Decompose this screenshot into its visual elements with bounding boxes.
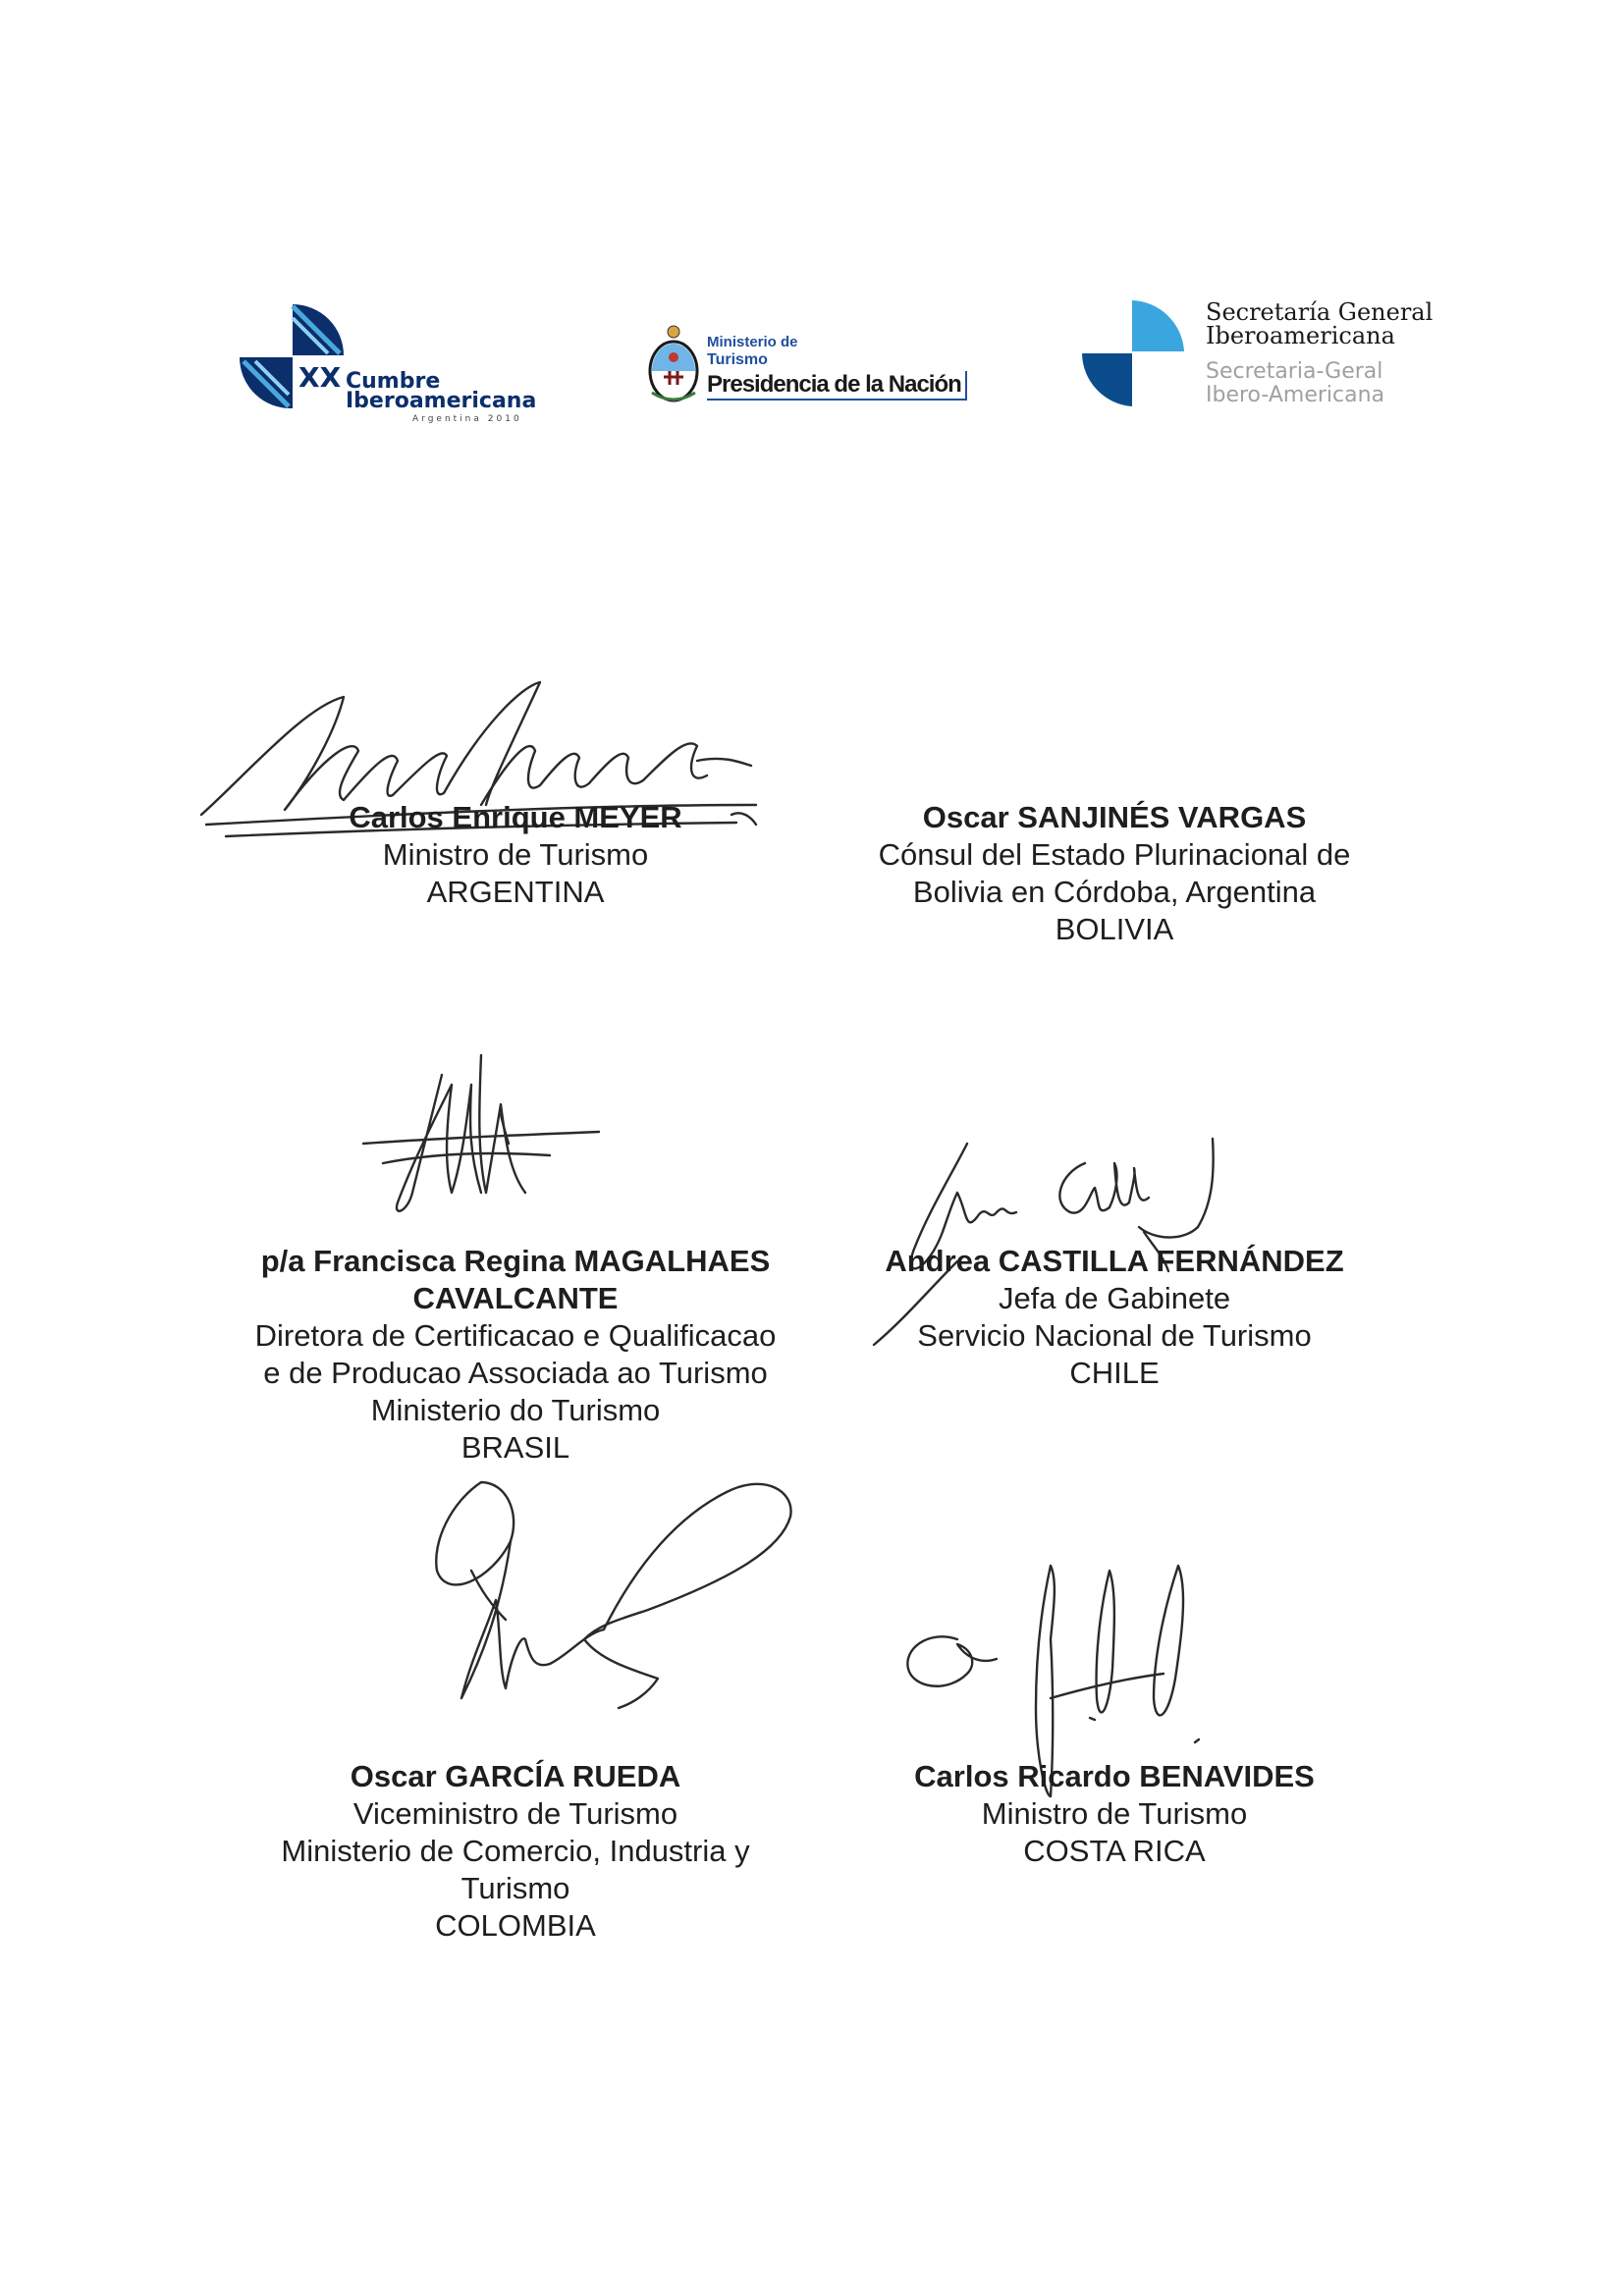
signatory-title: Ministro de Turismo — [382, 837, 649, 872]
signatory-argentina — [270, 799, 761, 911]
signatory-title: Viceministro de Turismo — [352, 1796, 678, 1831]
signatory-name: Andrea CASTILLA FERNÁNDEZ — [885, 1244, 1344, 1278]
cumbre-logo-line3: Iberoamericana — [346, 389, 537, 413]
signatory-country: CHILE — [1069, 1356, 1160, 1390]
ministerio-logo-line1: Ministerio de — [707, 334, 798, 350]
signatory-title: Bolivia en Córdoba, Argentina — [912, 875, 1317, 909]
signatory-country: ARGENTINA — [426, 875, 605, 909]
signatory-title: Servicio Nacional de Turismo — [917, 1318, 1312, 1353]
signatory-brasil — [201, 1243, 830, 1467]
signature-magalhaes — [353, 1045, 609, 1242]
signatory-title: Ministerio do Turismo — [370, 1393, 661, 1427]
signatory-colombia — [221, 1758, 810, 1945]
segib-logo-line4: Ibero-Americana — [1206, 383, 1385, 407]
signatory-title: Diretora de Certificacao e Qualificacao — [254, 1318, 777, 1353]
cumbre-logo-xx: XX — [298, 361, 342, 394]
segib-logo-line2: Iberoamericana — [1206, 322, 1395, 349]
ministerio-logo — [646, 324, 980, 412]
signatory-name: Oscar GARCÍA RUEDA — [350, 1759, 681, 1793]
national-shield-icon — [646, 324, 701, 408]
signatory-title: Jefa de Gabinete — [998, 1281, 1231, 1315]
segib-logo-line1: Secretaría General — [1206, 298, 1434, 326]
cumbre-logo-line2: Cumbre — [346, 369, 441, 394]
signatory-country: COLOMBIA — [435, 1908, 596, 1943]
signatory-title: Ministerio de Comercio, Industria y — [281, 1834, 750, 1868]
signatory-country: BOLIVIA — [1055, 912, 1174, 946]
cumbre-mark-icon — [238, 302, 348, 410]
signatory-costa-rica — [820, 1758, 1409, 1870]
segib-logo — [1080, 294, 1434, 412]
signatory-title: Cónsul del Estado Plurinacional de — [878, 837, 1351, 872]
signatory-country: COSTA RICA — [1023, 1834, 1206, 1868]
ministerio-logo-line2: Turismo — [707, 351, 768, 368]
signatory-name: Oscar SANJINÉS VARGAS — [922, 800, 1307, 834]
segib-logo-line3: Secretaria-Geral — [1206, 359, 1383, 384]
signatory-name: Carlos Enrique MEYER — [349, 800, 682, 834]
signatory-title: e de Producao Associada ao Turismo — [263, 1356, 768, 1390]
cumbre-logo — [238, 302, 537, 424]
segib-mark-icon — [1080, 294, 1188, 408]
signatory-title: Ministro de Turismo — [981, 1796, 1248, 1831]
signatory-bolivia — [820, 799, 1409, 948]
signatory-title: Turismo — [460, 1871, 570, 1905]
signatory-name: Carlos Ricardo BENAVIDES — [914, 1759, 1315, 1793]
signatory-name: p/a Francisca Regina MAGALHAES — [260, 1244, 771, 1278]
ministerio-logo-line3: Presidencia de la Nación — [707, 371, 967, 400]
signatory-name-2: CAVALCANTE — [412, 1281, 619, 1315]
signatory-country: BRASIL — [460, 1430, 570, 1465]
cumbre-logo-line4: Argentina 2010 — [412, 414, 522, 424]
signature-garcia — [412, 1463, 805, 1737]
signatory-chile — [820, 1243, 1409, 1392]
